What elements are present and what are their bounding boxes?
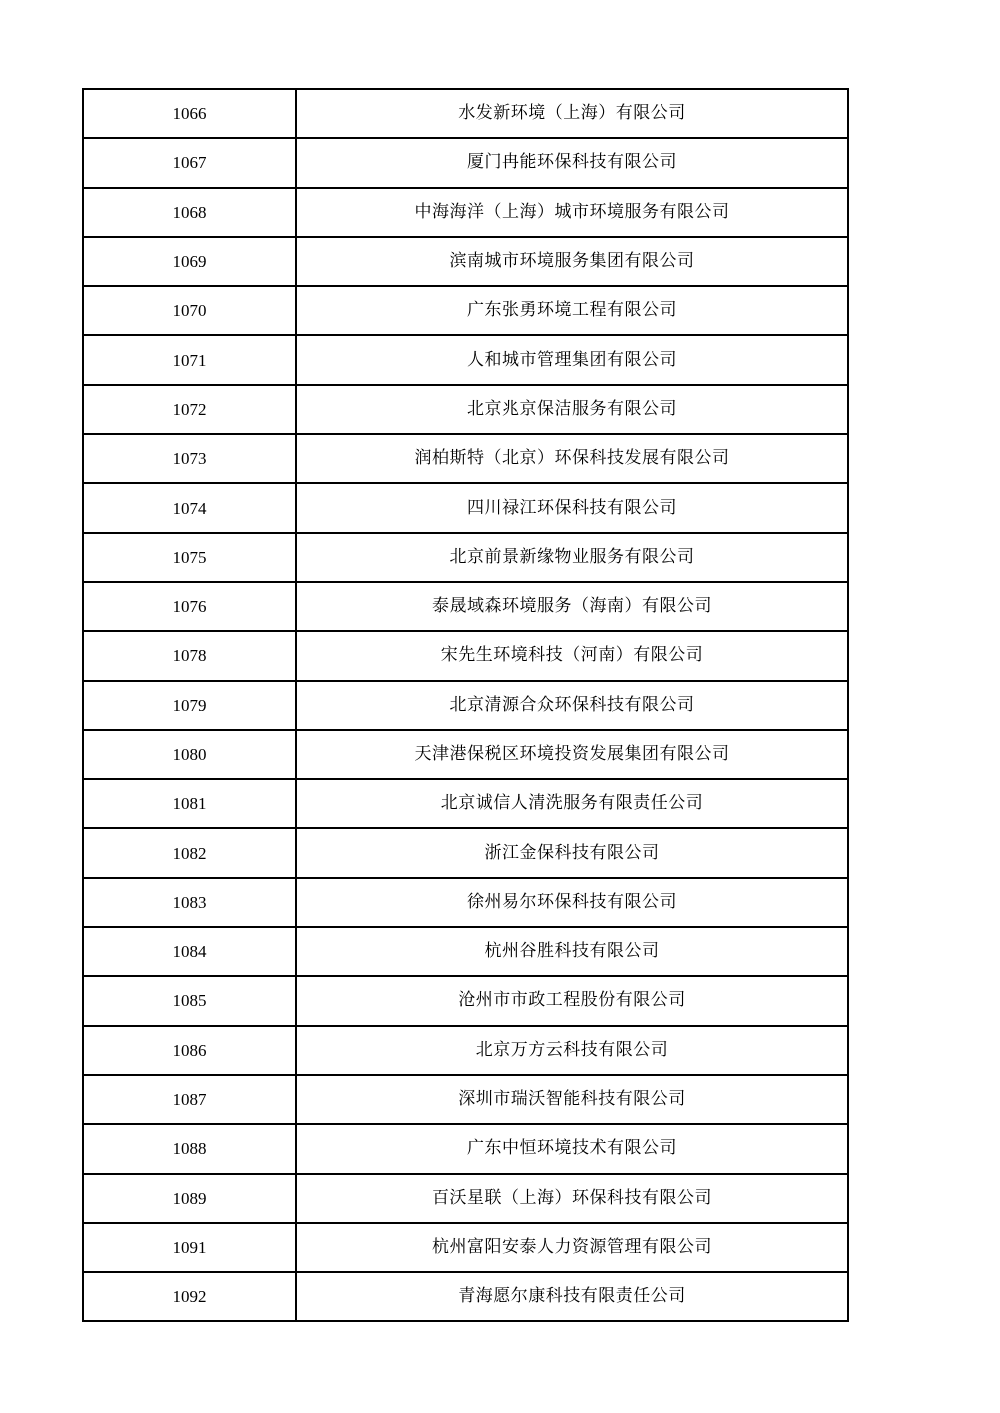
company-name: 广东中恒环境技术有限公司 bbox=[296, 1124, 848, 1173]
table-row bbox=[83, 1075, 848, 1124]
company-name: 人和城市管理集团有限公司 bbox=[296, 335, 848, 384]
company-name: 百沃星联（上海）环保科技有限公司 bbox=[296, 1174, 848, 1223]
table-row bbox=[83, 1026, 848, 1075]
table-row bbox=[83, 335, 848, 384]
company-name: 徐州易尔环保科技有限公司 bbox=[296, 878, 848, 927]
company-name: 滨南城市环境服务集团有限公司 bbox=[296, 237, 848, 286]
row-number: 1071 bbox=[83, 335, 296, 384]
company-name: 北京万方云科技有限公司 bbox=[296, 1026, 848, 1075]
table-row bbox=[83, 138, 848, 187]
table-row bbox=[83, 237, 848, 286]
table-row bbox=[83, 1174, 848, 1223]
company-name: 广东张勇环境工程有限公司 bbox=[296, 286, 848, 335]
table-row bbox=[83, 730, 848, 779]
company-name: 中海海洋（上海）城市环境服务有限公司 bbox=[296, 188, 848, 237]
row-number: 1084 bbox=[83, 927, 296, 976]
row-number: 1086 bbox=[83, 1026, 296, 1075]
table-row bbox=[83, 188, 848, 237]
row-number: 1073 bbox=[83, 434, 296, 483]
table-row bbox=[83, 681, 848, 730]
company-name: 北京清源合众环保科技有限公司 bbox=[296, 681, 848, 730]
company-name: 宋先生环境科技（河南）有限公司 bbox=[296, 631, 848, 680]
table-row bbox=[83, 1272, 848, 1321]
company-name: 泰晟域森环境服务（海南）有限公司 bbox=[296, 582, 848, 631]
table-row bbox=[83, 878, 848, 927]
company-list-table bbox=[82, 88, 849, 1322]
company-name: 北京前景新缘物业服务有限公司 bbox=[296, 533, 848, 582]
company-name: 浙江金保科技有限公司 bbox=[296, 828, 848, 877]
row-number: 1070 bbox=[83, 286, 296, 335]
row-number: 1092 bbox=[83, 1272, 296, 1321]
row-number: 1080 bbox=[83, 730, 296, 779]
table-row bbox=[83, 631, 848, 680]
table-row bbox=[83, 582, 848, 631]
table-row bbox=[83, 1223, 848, 1272]
row-number: 1088 bbox=[83, 1124, 296, 1173]
row-number: 1066 bbox=[83, 89, 296, 138]
row-number: 1085 bbox=[83, 976, 296, 1025]
table-row bbox=[83, 434, 848, 483]
company-name: 润柏斯特（北京）环保科技发展有限公司 bbox=[296, 434, 848, 483]
row-number: 1067 bbox=[83, 138, 296, 187]
company-name: 青海愿尔康科技有限责任公司 bbox=[296, 1272, 848, 1321]
row-number: 1087 bbox=[83, 1075, 296, 1124]
row-number: 1083 bbox=[83, 878, 296, 927]
company-name: 北京兆京保洁服务有限公司 bbox=[296, 385, 848, 434]
table-row bbox=[83, 533, 848, 582]
row-number: 1091 bbox=[83, 1223, 296, 1272]
row-number: 1068 bbox=[83, 188, 296, 237]
row-number: 1081 bbox=[83, 779, 296, 828]
company-name: 天津港保税区环境投资发展集团有限公司 bbox=[296, 730, 848, 779]
row-number: 1082 bbox=[83, 828, 296, 877]
table-body bbox=[83, 89, 848, 1321]
row-number: 1075 bbox=[83, 533, 296, 582]
row-number: 1078 bbox=[83, 631, 296, 680]
row-number: 1074 bbox=[83, 483, 296, 532]
row-number: 1069 bbox=[83, 237, 296, 286]
table-row bbox=[83, 89, 848, 138]
table-row bbox=[83, 779, 848, 828]
table-row bbox=[83, 976, 848, 1025]
table-row bbox=[83, 385, 848, 434]
company-name: 厦门冉能环保科技有限公司 bbox=[296, 138, 848, 187]
company-name: 水发新环境（上海）有限公司 bbox=[296, 89, 848, 138]
row-number: 1072 bbox=[83, 385, 296, 434]
table-row bbox=[83, 1124, 848, 1173]
table-row bbox=[83, 286, 848, 335]
table-row bbox=[83, 483, 848, 532]
company-name: 沧州市市政工程股份有限公司 bbox=[296, 976, 848, 1025]
company-name: 四川禄江环保科技有限公司 bbox=[296, 483, 848, 532]
table-row bbox=[83, 927, 848, 976]
company-name: 杭州谷胜科技有限公司 bbox=[296, 927, 848, 976]
company-name: 杭州富阳安泰人力资源管理有限公司 bbox=[296, 1223, 848, 1272]
row-number: 1089 bbox=[83, 1174, 296, 1223]
company-name: 深圳市瑞沃智能科技有限公司 bbox=[296, 1075, 848, 1124]
row-number: 1076 bbox=[83, 582, 296, 631]
row-number: 1079 bbox=[83, 681, 296, 730]
table-row bbox=[83, 828, 848, 877]
company-name: 北京诚信人清洗服务有限责任公司 bbox=[296, 779, 848, 828]
